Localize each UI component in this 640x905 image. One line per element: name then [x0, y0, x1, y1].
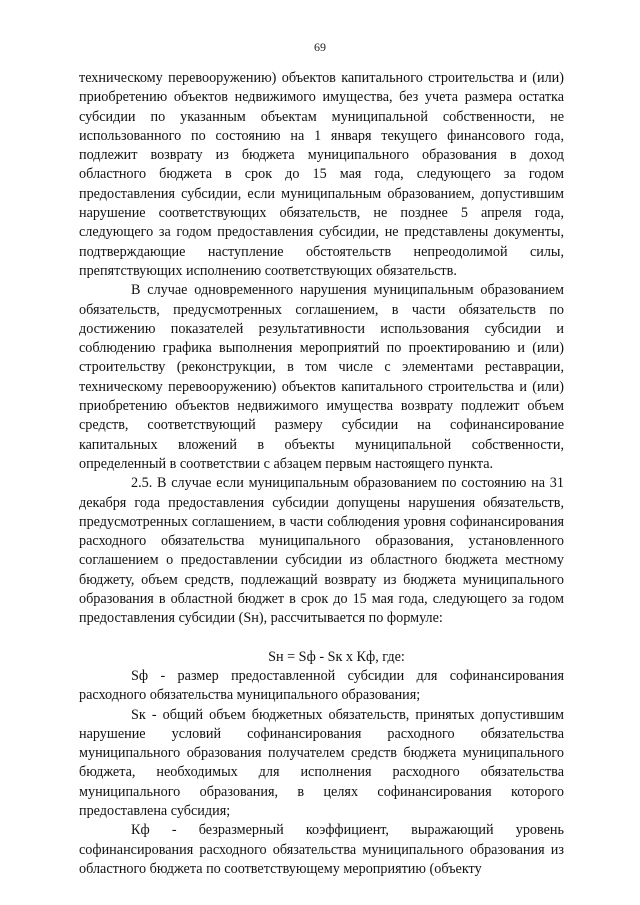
definition-kf: Кф - безразмерный коэффициент, выражающий уровень софинансирования расходного обязательства муниципального образования из областного бюджета по соответствующему мероприятию (объекту: [79, 822, 564, 877]
document-body: [79, 69, 564, 879]
definition-sf: Sф - размер предоставленной субсидии для софинансирования расходного обязательства муниципального образования;: [79, 667, 564, 704]
formula: Sн = Sф - Sк x Кф, где:: [268, 648, 405, 665]
formula-definitions: [79, 667, 564, 879]
paragraph-continuation: техническому перевооружению) объектов капитального строительства и (или) приобретению объектов недвижимого имущества, без учета размера остатка субсидии по указанным объектам муниципальной собственности, не использованного по состоянию на 1 января текущего финансового года, подлежит возврату из бюджета муниципального образования в доход областного бюджета в срок до 15 мая года, следующего за годом предоставления субсидии, если муниципальным образованием, допустившим нарушение соответствующих обязательств, не позднее 5 апреля года, следующего за годом предоставления субсидии, не представлены документы, подтверждающие наступление обстоятельств непреодолимой силы, препятствующих исполнению соответствующих обязательств.: [79, 70, 564, 279]
definition-sk: Sк - общий объем бюджетных обязательств, принятых допустившим нарушение условий софинансирования расходного обязательства муниципального образования получателем средств бюджета муниципального бюджета, необходимых для исполнения расходного обязательства муниципального образования, в целях софинансирования которого предоставлена субсидия;: [79, 706, 564, 819]
paragraph-simultaneous-violation: В случае одновременного нарушения муниципальным образованием обязательств, предусмотренных соглашением, в части обязательств по достижению показателей результативности использования субсидии и соблюдению графика выполнения мероприятий по проектированию и (или) строительству (реконструкции, в том числе с элементами реставрации, техническому перевооружению) объектов капитального строительства и (или) приобретению объектов недвижимого имущества возврату подлежит объем средств, соответствующий размеру субсидии на софинансирование капитальных вложений в объекты муниципальной собственности, определенный в соответствии с абзацем первым настоящего пункта.: [79, 282, 564, 472]
page-number: 69: [314, 40, 326, 54]
paragraph-2-5: 2.5. В случае если муниципальным образованием по состоянию на 31 декабря года предоставления субсидии допущены нарушения обязательств, предусмотренных соглашением, в части соблюдения уровня софинансирования расходного обязательства муниципального образования, установленного соглашением о предоставлении субсидии из областного бюджета местному бюджету, объем средств, подлежащий возврату из бюджета муниципального образования в областной бюджет в срок до 15 мая года, следующего за годом предоставления субсидии (Sн), рассчитывается по формуле:: [79, 475, 564, 627]
